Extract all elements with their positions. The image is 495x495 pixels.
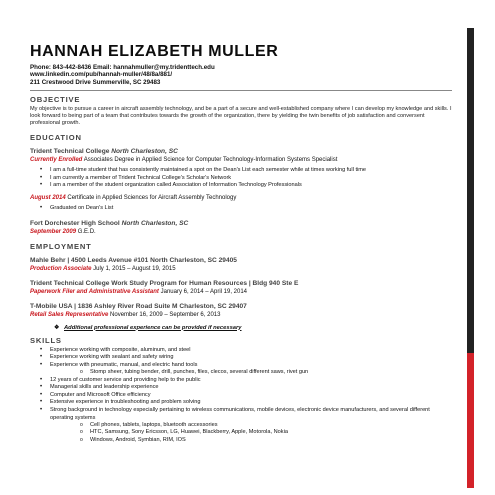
certificate-name: Certificate in Applied Sciences for Aircraft Assembly Technology [67, 195, 237, 201]
skill-text: Experience working with sealant and safety wiring [50, 354, 174, 361]
employer-line: T-Mobile USA | 1836 Ashley River Road Suite M Charleston, SC 29407 [30, 302, 247, 310]
diamond-bullet-icon: ❖ [54, 324, 60, 331]
school-name: Fort Dorchester High School [30, 219, 120, 227]
job-title-line [30, 311, 452, 319]
certificate-bullet-list [30, 205, 452, 213]
certificate-date: August 2014 [30, 195, 66, 201]
address: 211 Crestwood Drive Summerville, SC 29483 [30, 78, 161, 86]
skill-text: Extensive experience in troubleshooting and problem solving [50, 399, 201, 406]
school-trident [30, 148, 452, 156]
skill-sub-item: o Stomp sheer, tubing bender, drill, punches, files, clecos, several different saws, rivet gun [50, 369, 452, 376]
skill-text: 12 years of customer service and providing help to the public [50, 376, 201, 383]
skill-text: Computer and Microsoft Office efficiency [50, 391, 151, 398]
job-title: Paperwork Filer and Administrative Assistant [30, 288, 159, 295]
job-title: Retail Sales Representative [30, 311, 109, 318]
skill-item [30, 399, 452, 407]
skill-item [30, 362, 452, 377]
skill-item [30, 354, 452, 362]
note-text: Additional professional experience can be provided if necessary [64, 324, 242, 331]
skill-item [30, 384, 452, 392]
skill-sub-list [50, 422, 452, 444]
list-item: • I am a full-time student that has consistently maintained a spot on the Dean's List each semester while at times working full time [30, 167, 452, 175]
degree-line [30, 156, 452, 164]
skill-item [30, 407, 452, 444]
skills-list [30, 347, 452, 444]
decorative-sidebar [467, 28, 474, 488]
skill-text: Experience working with composite, aluminum, and steel [50, 346, 191, 353]
ged-line [30, 228, 452, 236]
skill-item [30, 377, 452, 385]
job-dates: November 16, 2009 – September 6, 2013 [110, 311, 221, 318]
sidebar-red-accent [467, 353, 474, 488]
job-dates: July 1, 2015 – August 19, 2015 [93, 265, 176, 272]
employer-line: Trident Technical College Work Study Program for Human Resources | Bldg 940 Ste E [30, 279, 299, 287]
objective-heading: OBJECTIVE [30, 95, 81, 105]
additional-experience-note [30, 324, 452, 332]
skill-item [30, 392, 452, 400]
employment-heading: EMPLOYMENT [30, 241, 92, 251]
phone-email: Phone: 843-442-8436 Email: hannahmuller@my.tridenttech.edu [30, 64, 215, 71]
skill-sub-list [50, 369, 452, 376]
education-heading: EDUCATION [30, 133, 82, 143]
applicant-name: HANNAH ELIZABETH MULLER [30, 43, 279, 60]
school-location: North Charleston, SC [121, 219, 189, 227]
enrollment-status: Currently Enrolled [30, 157, 83, 164]
degree-name: Associates Degree in Applied Science for Computer Technology-Information Systems Specialist [83, 157, 338, 164]
employment-list [30, 257, 452, 319]
list-item: • I am currently a member of Trident Technical College's Scholar's Network [30, 175, 452, 183]
skill-sub-item: o HTC, Samsung, Sony Ericsson, LG, Huawei, Blackberry, Apple, Motorola, Nokia [50, 429, 452, 436]
skill-text: Experience with pneumatic, manual, and electric hand tools [50, 361, 198, 368]
linkedin-link[interactable]: www.linkedin.com/pub/hannah-muller/48/8a/881/ [30, 71, 173, 79]
divider [30, 90, 452, 91]
resume-content [30, 42, 452, 444]
list-item: • I am a member of the student organization called Association of Information Technology Professionals [30, 182, 452, 190]
job-title-line [30, 265, 452, 273]
employer-line: Mahle Behr | 4500 Leeds Avenue #101 North Charleston, SC 29405 [30, 256, 237, 264]
skills-heading: SKILLS [30, 335, 62, 345]
ged-degree: G.E.D. [77, 228, 96, 235]
contact-block [30, 64, 452, 86]
trident-bullet-list [30, 167, 452, 190]
skill-text: Managerial skills and leadership experience [50, 384, 159, 391]
job-title: Production Associate [30, 265, 92, 272]
list-item: • Graduated on Dean's List [30, 205, 452, 213]
school-location: North Charleston, SC [111, 148, 178, 156]
resume-page [22, 28, 474, 488]
job-title-line [30, 288, 452, 296]
skill-item [30, 347, 452, 355]
objective-text: My objective is to pursue a career in aircraft assembly technology, and be a part of a secure and well-established company where I can develop my knowledge and skills. I look forward to being part of a team that contributes towards the growth of the organization, there by yielding the twin benefits of job satisfaction and conversent professional growth. [30, 106, 452, 127]
school-fort-dorchester [30, 220, 452, 228]
skill-sub-item: o Windows, Android, Symbian, RIM, IOS [50, 437, 452, 444]
skill-text: Strong background in technology especially pertaining to wireless communications, mobile devices, electronic device manufacturers, and several different operating systems [50, 406, 430, 421]
skill-sub-item: o Cell phones, tablets, laptops, bluetooth accessories [50, 422, 452, 429]
school-name: Trident Technical College [30, 148, 110, 156]
job-dates: January 6, 2014 – April 19, 2014 [160, 288, 248, 295]
ged-date: September 2009 [30, 228, 77, 235]
certificate-line [30, 194, 452, 202]
